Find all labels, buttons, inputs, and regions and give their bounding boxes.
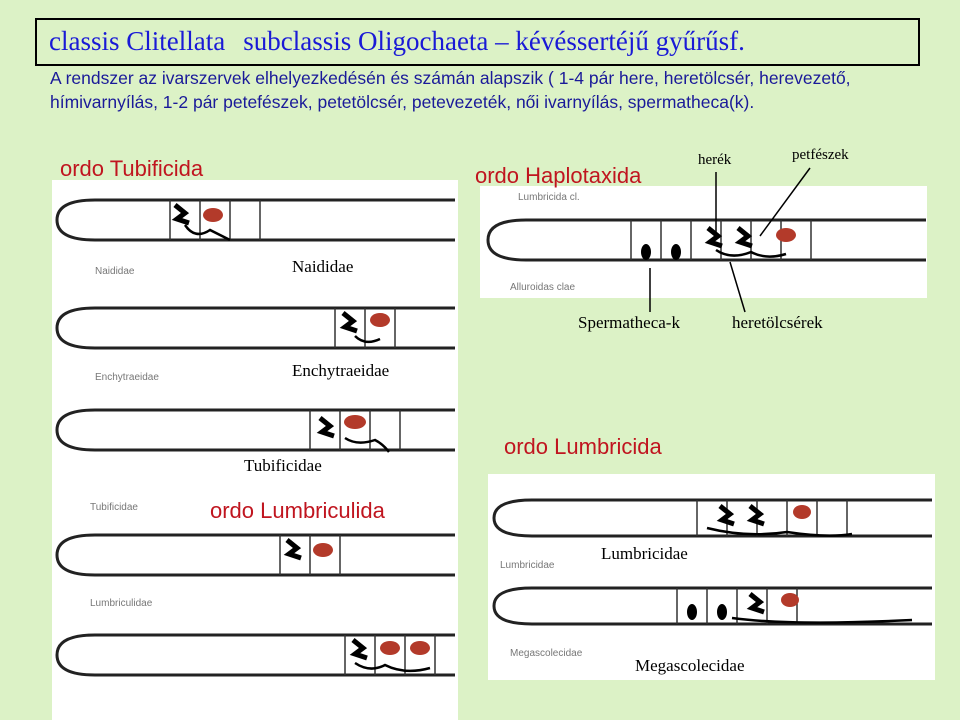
- order-haplotaxida: ordo Haplotaxida: [475, 163, 642, 188]
- intro-text: A rendszer az ivarszervek elhelyezkedésén és számán alapszik ( 1-4 pár here, heretölcsér, herevezető, hímivarnyílás, 1-2 pár petefészek, petetölcsér, petevezeték, női ivarnyílás, spermatheca(k).: [50, 68, 851, 112]
- title-subclassis: subclassis Oligochaeta – kévéssertéjű gyűrűsf.: [243, 26, 745, 56]
- label-heretolcserek: heretölcsérek: [732, 313, 823, 332]
- caption-naididae: Naididae: [95, 266, 135, 277]
- caption-lumbricidae: Lumbricidae: [500, 560, 555, 571]
- label-petfeszek: petfészek: [792, 147, 849, 163]
- title-classis: classis Clitellata: [49, 26, 226, 56]
- caption-tubificidae: Tubificidae: [90, 502, 138, 513]
- label-spermatheca: Spermatheca-k: [578, 313, 680, 332]
- order-tubificida: ordo Tubificida: [60, 156, 204, 181]
- family-megascolecidae: Megascolecidae: [635, 656, 745, 675]
- family-tubificidae: Tubificidae: [244, 456, 322, 475]
- caption-enchytraeidae: Enchytraeidae: [95, 372, 159, 383]
- order-lumbriculida: ordo Lumbriculida: [210, 498, 385, 523]
- caption-haplo-bottom: Alluroidas clae: [510, 282, 576, 293]
- caption-megascolecidae: Megascolecidae: [510, 648, 583, 659]
- family-enchytraeidae: Enchytraeidae: [292, 361, 390, 380]
- caption-haplo-top: Lumbricida cl.: [518, 192, 580, 203]
- family-lumbricidae: Lumbricidae: [601, 544, 688, 563]
- label-herek: herék: [698, 152, 732, 168]
- order-lumbricida: ordo Lumbricida: [504, 434, 662, 459]
- family-naididae: Naididae: [292, 257, 354, 276]
- caption-lumbriculidae: Lumbriculidae: [90, 598, 153, 609]
